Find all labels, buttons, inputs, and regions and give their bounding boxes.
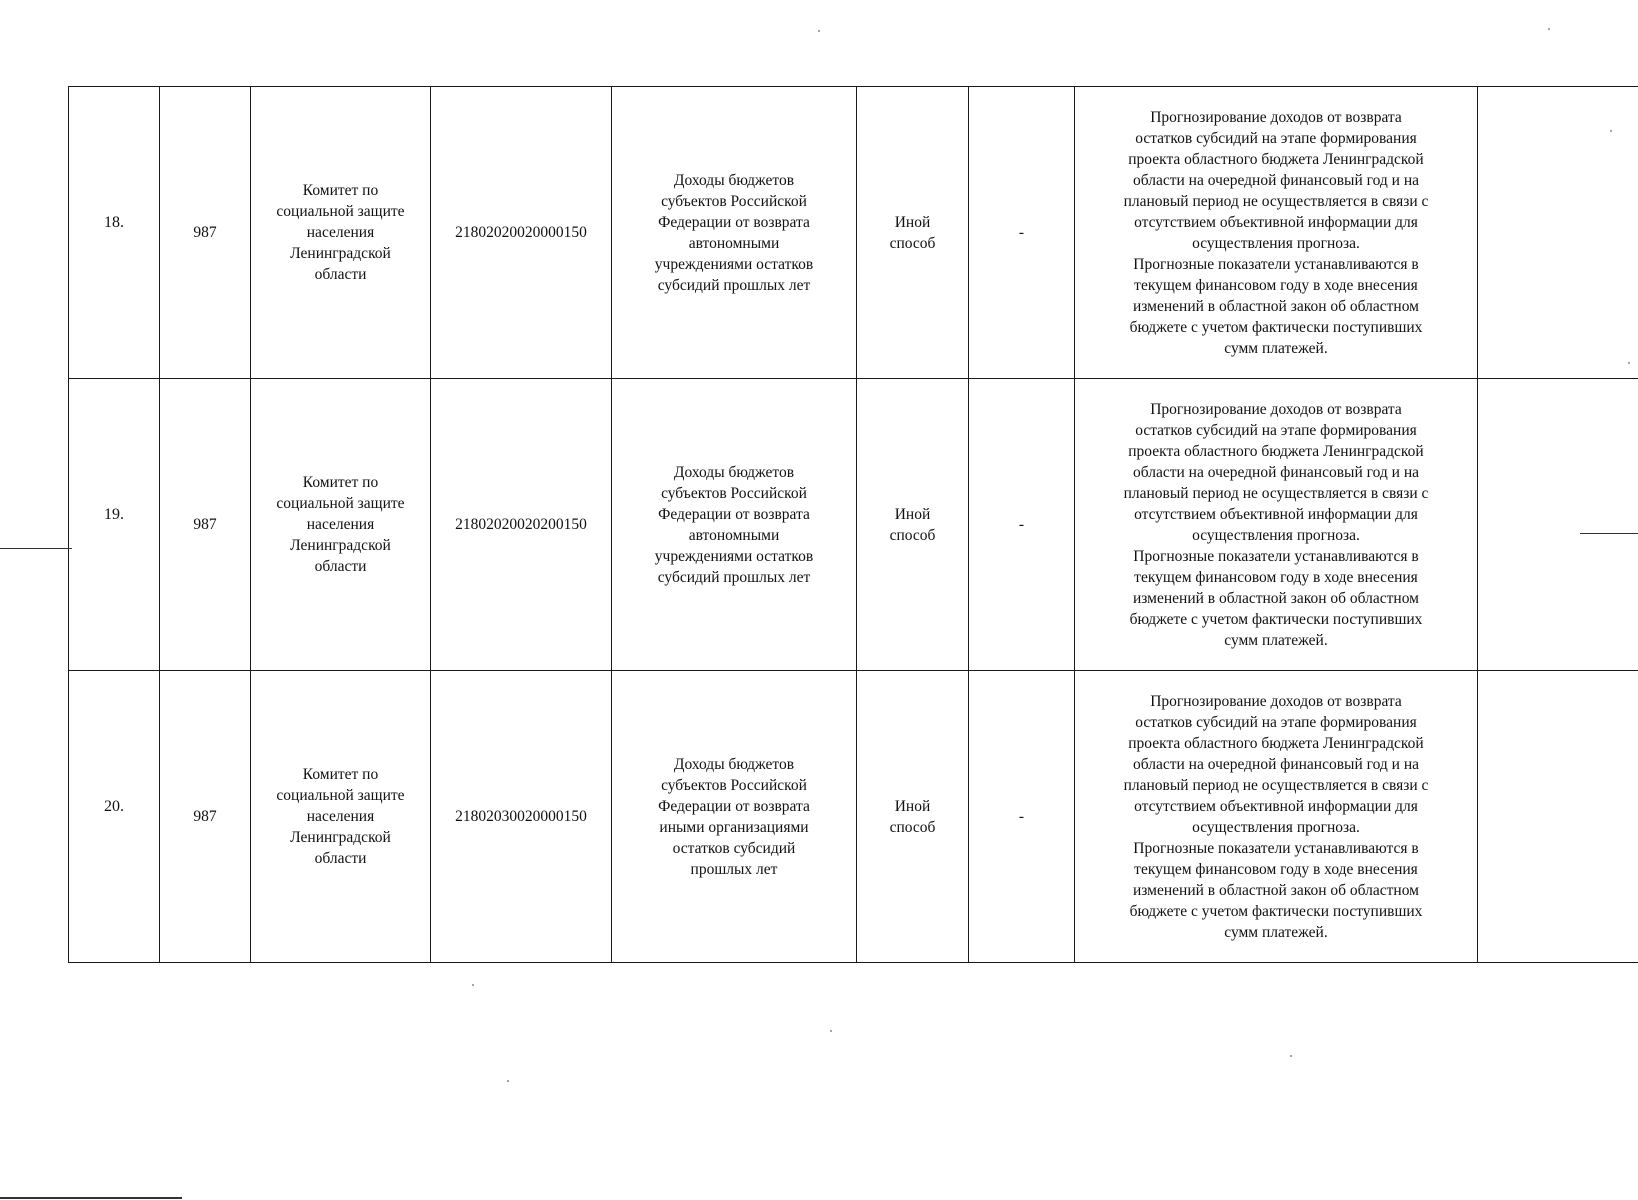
- dash-cell: [969, 671, 1075, 963]
- forecast-cell: [1075, 671, 1478, 963]
- method-cell: [857, 87, 969, 379]
- forecast-description: Прогнозирование доходов от возврата остатков субсидий на этапе формирования проекта областного бюджета Ленинградской области на очередной финансовый год и на плановый период не осуществляется в связи с отсутствием объективной информации для осуществления прогноза. Прогнозные показатели устанавливаются в текущем финансовом году в ходе внесения изменений в областной закон об областном бюджете с учетом фактически поступивших сумм платежей.: [1123, 692, 1429, 941]
- dash-cell: [969, 87, 1075, 379]
- forecast-cell: [1075, 87, 1478, 379]
- administrator-cell: [251, 379, 431, 671]
- administrator-name: Комитет по социальной защите населения Ленинградской области: [276, 474, 405, 575]
- extra-cell: [1478, 87, 1638, 379]
- admin-code-cell: [160, 671, 251, 963]
- dash-value: -: [1018, 516, 1025, 533]
- administrator-name: Комитет по социальной защите населения Ленинградской области: [276, 182, 405, 283]
- extra-cell: [1478, 379, 1638, 671]
- scan-speck: [1548, 28, 1550, 30]
- kbk-code: 21802020020000150: [455, 224, 587, 241]
- kbk-code-cell: [431, 671, 612, 963]
- admin-code: 987: [193, 808, 217, 825]
- scan-speck: [1290, 1055, 1292, 1057]
- scan-speck: [1610, 130, 1612, 132]
- row-number-cell: [69, 87, 160, 379]
- row-number: 20.: [104, 798, 124, 815]
- description-cell: [612, 671, 857, 963]
- table-row: [69, 87, 1638, 379]
- forecast-method: Иной способ: [889, 797, 936, 836]
- forecast-method: Иной способ: [889, 505, 936, 544]
- scan-speck: [1628, 362, 1630, 364]
- extra-cell: [1478, 671, 1638, 963]
- scan-speck: [818, 30, 820, 32]
- admin-code: 987: [193, 224, 217, 241]
- administrator-name: Комитет по социальной защите населения Ленинградской области: [276, 766, 405, 867]
- table-row: [69, 671, 1638, 963]
- forecast-description: Прогнозирование доходов от возврата остатков субсидий на этапе формирования проекта областного бюджета Ленинградской области на очередной финансовый год и на плановый период не осуществляется в связи с отсутствием объективной информации для осуществления прогноза. Прогнозные показатели устанавливаются в текущем финансовом году в ходе внесения изменений в областной закон об областном бюджете с учетом фактически поступивших сумм платежей.: [1123, 108, 1429, 357]
- scan-speck: [830, 1030, 832, 1032]
- forecast-cell: [1075, 379, 1478, 671]
- kbk-code: 21802030020000150: [455, 808, 587, 825]
- scan-speck: [507, 1080, 509, 1082]
- admin-code-cell: [160, 379, 251, 671]
- row-number: 19.: [104, 506, 124, 523]
- method-cell: [857, 379, 969, 671]
- kbk-code-cell: [431, 87, 612, 379]
- description-cell: [612, 87, 857, 379]
- forecast-method: Иной способ: [889, 213, 936, 252]
- administrator-cell: [251, 87, 431, 379]
- scan-artifact-line: [0, 548, 72, 549]
- row-number: 18.: [104, 214, 124, 231]
- admin-code-cell: [160, 87, 251, 379]
- description-cell: [612, 379, 857, 671]
- kbk-code: 21802020020200150: [455, 516, 587, 533]
- scan-artifact-line: [0, 1197, 182, 1199]
- row-number-cell: [69, 379, 160, 671]
- row-number-cell: [69, 671, 160, 963]
- dash-value: -: [1018, 808, 1025, 825]
- table-row: [69, 379, 1638, 671]
- admin-code: 987: [193, 516, 217, 533]
- revenue-description: Доходы бюджетов субъектов Российской Федерации от возврата автономными учреждениями остатков субсидий прошлых лет: [654, 171, 814, 294]
- revenue-description: Доходы бюджетов субъектов Российской Федерации от возврата иными организациями остатков субсидий прошлых лет: [658, 755, 810, 878]
- method-cell: [857, 671, 969, 963]
- scan-artifact-line: [1580, 533, 1638, 534]
- forecast-description: Прогнозирование доходов от возврата остатков субсидий на этапе формирования проекта областного бюджета Ленинградской области на очередной финансовый год и на плановый период не осуществляется в связи с отсутствием объективной информации для осуществления прогноза. Прогнозные показатели устанавливаются в текущем финансовом году в ходе внесения изменений в областной закон об областном бюджете с учетом фактически поступивших сумм платежей.: [1123, 400, 1429, 649]
- kbk-code-cell: [431, 379, 612, 671]
- administrator-cell: [251, 671, 431, 963]
- revenue-description: Доходы бюджетов субъектов Российской Федерации от возврата автономными учреждениями остатков субсидий прошлых лет: [654, 463, 814, 586]
- scan-speck: [472, 984, 474, 986]
- dash-value: -: [1018, 224, 1025, 241]
- dash-cell: [969, 379, 1075, 671]
- revenue-forecast-table: [68, 86, 1638, 963]
